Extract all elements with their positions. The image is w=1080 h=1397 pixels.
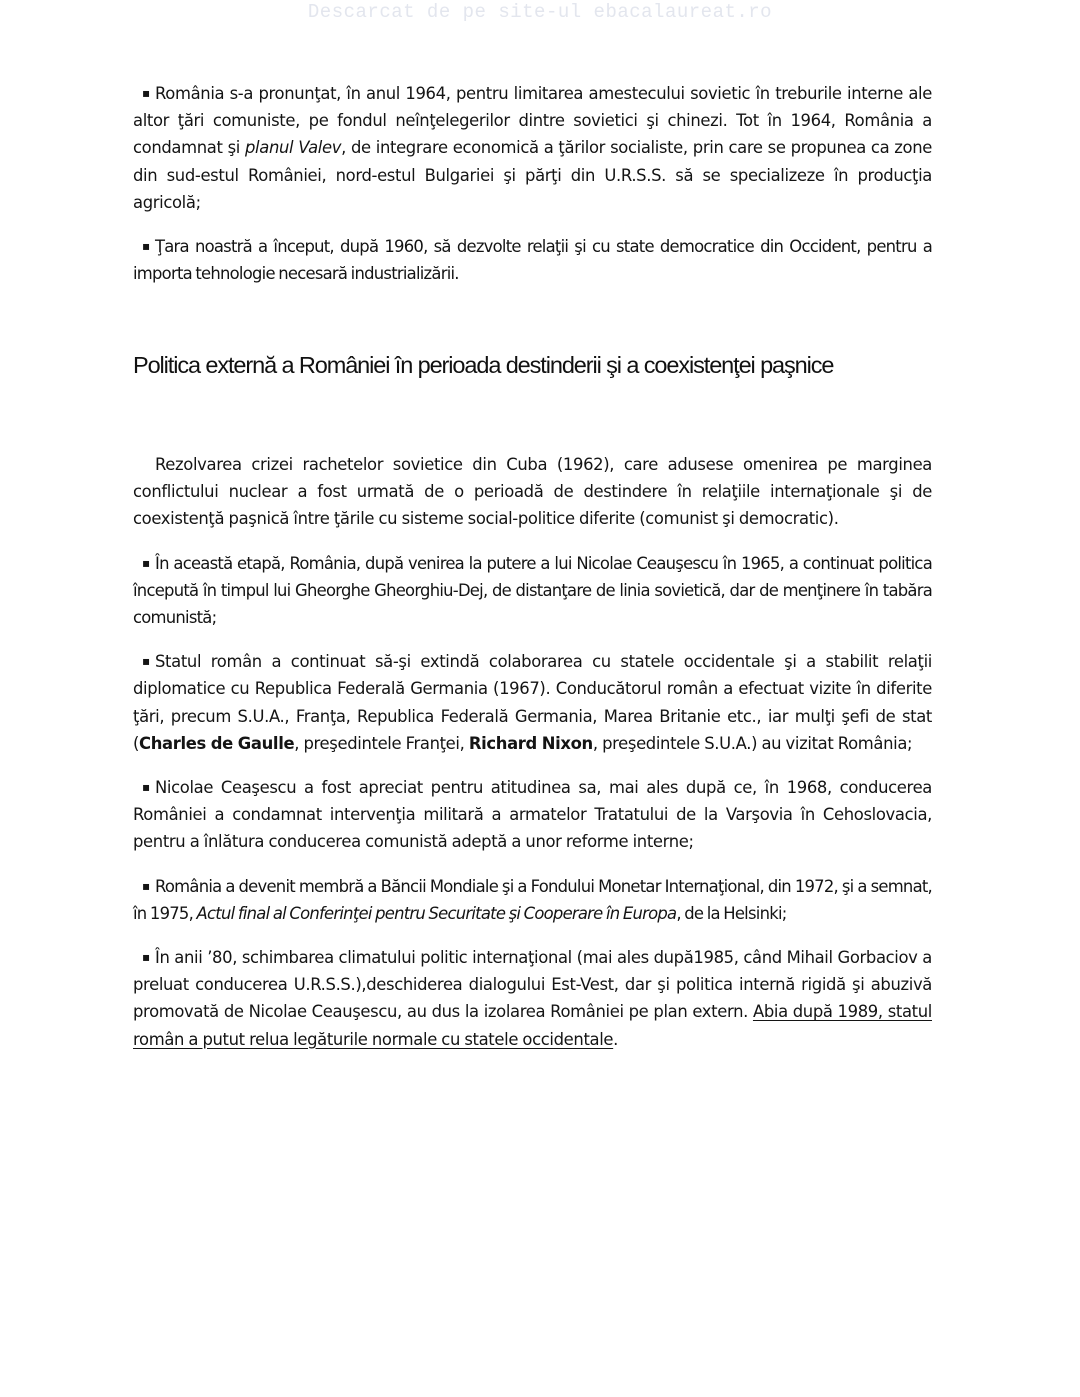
document-page-top	[133, 80, 932, 287]
bullet-icon: ▪	[142, 239, 150, 254]
bullet-icon: ▪	[142, 555, 150, 570]
paragraph-1964-policy: ▪ România s-a pronunţat, în anul 1964, pentru limitarea amestecului sovietic în treburile interne ale altor ţări comuniste, pe fondul neînţelegerilor dintre sovietici şi chinezi. Tot în 1964, România a condamnat şi planul Valev, de integrare economică a ţărilor socialiste, prin care se propunea ca zone din sud-estul României, nord-estul Bulgariei şi părţi din U.R.S.S. să se specializeze în producţia agricolă;	[133, 80, 932, 216]
bullet-icon: ▪	[142, 950, 150, 965]
bullet-icon: ▪	[142, 878, 150, 893]
paragraph-intro: Rezolvarea crizei rachetelor sovietice din Cuba (1962), care adusese omenirea pe marginea conflictului nuclear a fost urmată de o perioadă de destindere în relaţiile internaţionale şi de coexistenţă paşnică între ţările cu sisteme social-politice diferite (comunist şi democratic).	[133, 455, 932, 529]
italic-term: planul Valev	[245, 138, 342, 158]
underlined-sentence: Abia după 1989, statul român a putut relua legăturile normale cu statele occidentale	[133, 1002, 932, 1049]
bullet-icon: ▪	[142, 780, 150, 795]
paragraph-1960-west-relations: ▪ Ţara noastră a început, după 1960, să dezvolte relaţii şi cu state democratice din Occident, pentru a importa tehnologie necesară industrializării.	[133, 233, 932, 287]
watermark: Descarcat de pe site-ul ebacalaureat.ro	[307, 1, 773, 23]
paragraph-1968-czechoslovakia: ▪ Nicolae Ceaşescu a fost apreciat pentru atitudinea sa, mai ales după ce, în 1968, conducerea României a condamnat intervenţia militară a armatelor Tratatului de la Varşovia în Cehoslovacia, pentru a înlătura conducerea comunistă adeptă a unor reforme interne;	[133, 774, 932, 856]
bold-name: Charles de Gaulle	[139, 733, 295, 753]
bold-name: Richard Nixon	[468, 733, 593, 753]
section-heading: Politica externă a României în perioada destinderii şi a coexistenţei paşnice	[133, 352, 834, 378]
paragraph-ceausescu-1965: ▪ În această etapă, România, după venirea la putere a lui Nicolae Ceauşescu în 1965, a continuat politica începută în timpul lui Gheorghe Gheorghiu-Dej, de distanţare de linia sovietică, dar de menţinere în tabăra comunistă;	[133, 550, 932, 632]
paragraph-world-bank-helsinki: ▪ România a devenit membră a Băncii Mondiale şi a Fondului Monetar Internaţional, din 1972, şi a semnat, în 1975, Actul final al Conferinţei pentru Securitate şi Cooperare în Europa, de la Helsinki;	[133, 873, 932, 927]
italic-term: Actul final al Conferinţei pentru Securitate şi Cooperare în Europa	[196, 903, 677, 923]
bullet-icon: ▪	[142, 654, 150, 669]
document-page-main	[133, 451, 932, 1053]
paragraph-western-collaboration: ▪ Statul român a continuat să-şi extindă colaborarea cu statele occidentale şi a stabilit relaţii diplomatice cu Republica Federală Germania (1967). Conducătorul român a efectuat vizite în diferite ţări, precum S.U.A., Franţa, Republica Federală Germania, Marea Britanie etc., iar mulţi şefi de stat (Charles de Gaulle, preşedintele Franţei, Richard Nixon, preşedintele S.U.A.) au vizitat România;	[133, 648, 932, 757]
paragraph-1980s-isolation: ▪ În anii ’80, schimbarea climatului politic internaţional (mai ales după1985, când Mihail Gorbaciov a preluat conducerea U.R.S.S.),deschiderea dialogului Est-Vest, dar şi politica internă rigidă şi abuzivă promovată de Nicolae Ceauşescu, au dus la izolarea României pe plan extern. Abia după 1989, statul român a putut relua legăturile normale cu statele occidentale.	[133, 944, 932, 1053]
bullet-icon: ▪	[142, 86, 150, 100]
